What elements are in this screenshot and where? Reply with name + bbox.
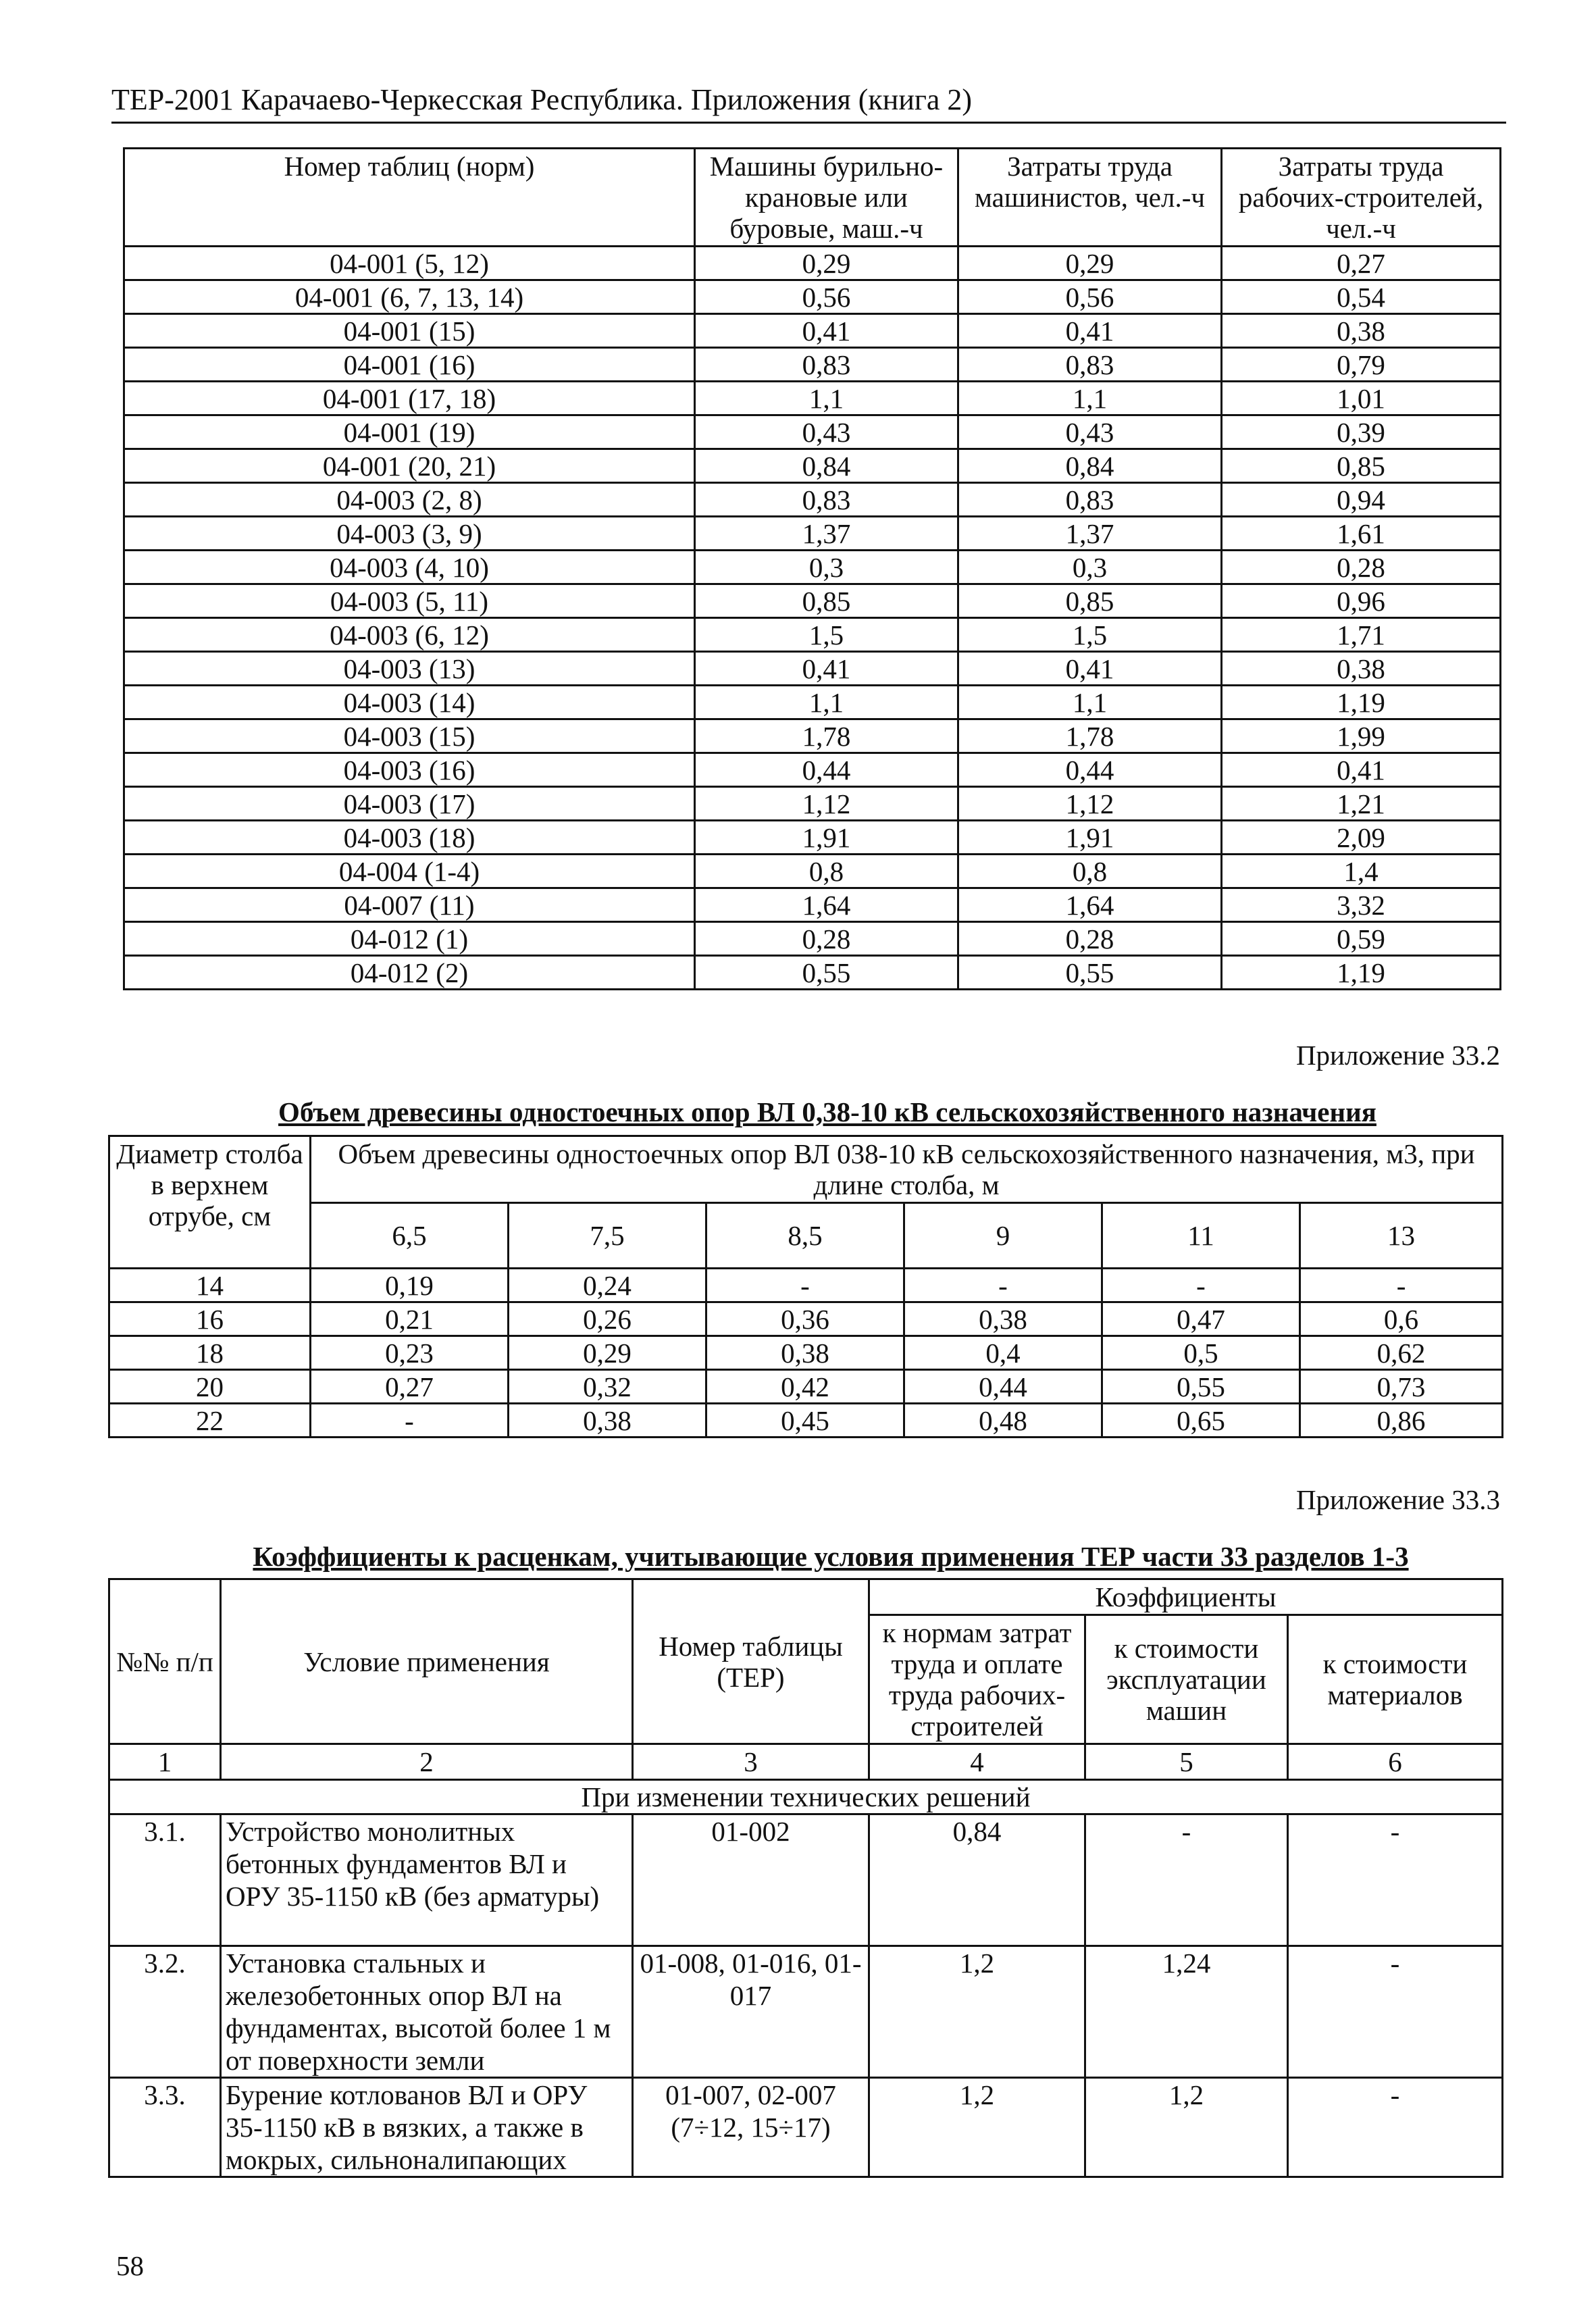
table3-header-labor: к нормам затрат труда и оплате труда рабочих-строителей (869, 1615, 1085, 1744)
table1-cell: 1,37 (958, 517, 1222, 551)
table1-cell: 04-001 (15) (124, 314, 695, 348)
machine-labor-table (123, 147, 1501, 990)
table1-cell: 0,83 (958, 348, 1222, 382)
table2-cell: 0,47 (1102, 1302, 1300, 1336)
table3-cell-num: 3.1. (109, 1814, 221, 1946)
table1-cell: 04-003 (16) (124, 753, 695, 787)
table2-cell: 0,38 (706, 1336, 904, 1370)
table3-cell-machines: 1,24 (1085, 1946, 1288, 2078)
table1-header-machines: Машины бурильно-крановые или буровые, маш.-ч (695, 149, 958, 247)
table3-cell-labor: 1,2 (869, 1946, 1085, 2078)
table3-cell-table: 01-007, 02-007 (7÷12, 15÷17) (633, 2078, 869, 2177)
table-row (109, 2078, 1503, 2177)
table1-cell: 1,99 (1222, 719, 1501, 753)
table1-cell: 04-003 (6, 12) (124, 618, 695, 652)
wood-volume-table (108, 1135, 1503, 1438)
table2-cell: 0,27 (311, 1370, 509, 1404)
table2-length: 8,5 (706, 1203, 904, 1269)
table1-cell: 1,1 (958, 382, 1222, 415)
table1-header-norm-number: Номер таблиц (норм) (124, 149, 695, 247)
table1-cell: 04-003 (13) (124, 652, 695, 686)
table1-cell: 0,84 (958, 449, 1222, 483)
appendix-33-3-caption: Коэффициенты к расценкам, учитывающие условия применения ТЕР части 33 разделов 1-3 (253, 1541, 1409, 1572)
table3-cell-machines: - (1085, 1814, 1288, 1946)
table-row (109, 1336, 1503, 1370)
table1-cell: 04-001 (6, 7, 13, 14) (124, 280, 695, 314)
table2-cell: 0,23 (311, 1336, 509, 1370)
table3-cell-labor: 1,2 (869, 2078, 1085, 2177)
table2-cell: 0,42 (706, 1370, 904, 1404)
table-row (124, 652, 1501, 686)
page-header-title: ТЕР-2001 Карачаево-Черкесская Республика. Приложения (книга 2) (111, 83, 973, 116)
table1-cell: 1,1 (958, 686, 1222, 719)
table-row (109, 1302, 1503, 1336)
table1-cell: 1,91 (958, 821, 1222, 855)
table2-cell: 22 (109, 1404, 311, 1438)
table2-cell: 0,6 (1300, 1302, 1503, 1336)
table2-cell: 0,5 (1102, 1336, 1300, 1370)
table2-cell: 0,21 (311, 1302, 509, 1336)
table-row (124, 382, 1501, 415)
table2-cell: 0,26 (509, 1302, 706, 1336)
table1-cell: 0,96 (1222, 584, 1501, 618)
table-row (124, 551, 1501, 584)
table3-cell-table: 01-002 (633, 1814, 869, 1946)
table-row (124, 618, 1501, 652)
table1-cell: 0,85 (958, 584, 1222, 618)
table2-length: 13 (1300, 1203, 1503, 1269)
table1-cell: 1,1 (695, 686, 958, 719)
table3-cell-materials: - (1288, 1814, 1503, 1946)
table1-cell: 1,4 (1222, 855, 1501, 888)
table1-cell: 0,83 (958, 483, 1222, 517)
table2-cell: 0,24 (509, 1269, 706, 1302)
table3-cell-condition: Устройство монолитных бетонных фундаментов ВЛ и ОРУ 35-1150 кВ (без арматуры) (221, 1814, 633, 1946)
table1-cell: 1,78 (695, 719, 958, 753)
table1-cell: 1,64 (958, 888, 1222, 922)
header-rule (111, 122, 1506, 124)
table1-cell: 0,56 (958, 280, 1222, 314)
table3-header-num: №№ п/п (109, 1579, 221, 1744)
table2-cell: 16 (109, 1302, 311, 1336)
table1-header-machinist-labor: Затраты труда машинистов, чел.-ч (958, 149, 1222, 247)
table1-cell: 1,19 (1222, 686, 1501, 719)
table3-col-number: 6 (1288, 1744, 1503, 1780)
table1-cell: 0,54 (1222, 280, 1501, 314)
table1-cell: 0,55 (695, 956, 958, 990)
table1-cell: 1,37 (695, 517, 958, 551)
table-row (109, 1269, 1503, 1302)
table1-cell: 1,61 (1222, 517, 1501, 551)
table-row (124, 247, 1501, 280)
table-row (109, 1946, 1503, 2078)
table1-cell: 0,29 (958, 247, 1222, 280)
appendix-33-2-caption: Объем древесины одностоечных опор ВЛ 0,38-10 кВ сельскохозяйственного назначения (278, 1096, 1376, 1127)
table1-body (124, 247, 1501, 990)
table2-cell: 0,29 (509, 1336, 706, 1370)
table1-cell: 0,8 (695, 855, 958, 888)
table1-cell: 0,39 (1222, 415, 1501, 449)
table1-cell: 04-001 (17, 18) (124, 382, 695, 415)
table3-cell-condition: Установка стальных и железобетонных опор ВЛ на фундаментах, высотой более 1 м от поверхности земли (221, 1946, 633, 2078)
table2-cell: 20 (109, 1370, 311, 1404)
table-row (124, 888, 1501, 922)
table2-cell: 0,38 (904, 1302, 1102, 1336)
table2-cell: 0,44 (904, 1370, 1102, 1404)
table2-cell: 0,55 (1102, 1370, 1300, 1404)
table1-cell: 0,83 (695, 348, 958, 382)
table1-cell: 0,41 (695, 314, 958, 348)
table-row (124, 855, 1501, 888)
table1-cell: 0,59 (1222, 922, 1501, 956)
table1-cell: 0,84 (695, 449, 958, 483)
table1-cell: 0,28 (958, 922, 1222, 956)
table2-cell: 0,45 (706, 1404, 904, 1438)
coefficients-table (108, 1578, 1503, 2178)
table-row (124, 348, 1501, 382)
table-row (124, 584, 1501, 618)
table2-cell: 0,38 (509, 1404, 706, 1438)
table3-col-number: 2 (221, 1744, 633, 1780)
table3-cell-materials: - (1288, 1946, 1503, 2078)
table2-cell: - (311, 1404, 509, 1438)
table1-cell: 04-001 (20, 21) (124, 449, 695, 483)
table2-header-volume: Объем древесины одностоечных опор ВЛ 038-10 кВ сельскохозяйственного назначения, м3, при длине столба, м (311, 1136, 1503, 1203)
table1-cell: 0,41 (958, 652, 1222, 686)
table-row (124, 787, 1501, 821)
table3-col-number: 4 (869, 1744, 1085, 1780)
table2-length: 9 (904, 1203, 1102, 1269)
table1-cell: 0,28 (695, 922, 958, 956)
table1-cell: 1,12 (958, 787, 1222, 821)
table1-cell: 04-003 (5, 11) (124, 584, 695, 618)
table1-cell: 0,41 (695, 652, 958, 686)
table1-cell: 0,43 (958, 415, 1222, 449)
table-row (109, 1404, 1503, 1438)
table3-section-title: При изменении технических решений (109, 1780, 1503, 1814)
table-row (124, 719, 1501, 753)
table3-col-number: 5 (1085, 1744, 1288, 1780)
table2-cell: - (1300, 1269, 1503, 1302)
table1-cell: 1,71 (1222, 618, 1501, 652)
table1-cell: 04-003 (18) (124, 821, 695, 855)
table1-cell: 04-007 (11) (124, 888, 695, 922)
table2-cell: 0,36 (706, 1302, 904, 1336)
table1-cell: 0,28 (1222, 551, 1501, 584)
table3-header-machines: к стоимости эксплуатации машин (1085, 1615, 1288, 1744)
table1-cell: 1,01 (1222, 382, 1501, 415)
table-row (109, 1814, 1503, 1946)
table1-cell: 04-004 (1-4) (124, 855, 695, 888)
table2-length: 7,5 (509, 1203, 706, 1269)
table3-col-number: 1 (109, 1744, 221, 1780)
table1-cell: 1,12 (695, 787, 958, 821)
table1-cell: 0,41 (958, 314, 1222, 348)
table1-cell: 0,38 (1222, 652, 1501, 686)
table3-cell-table: 01-008, 01-016, 01-017 (633, 1946, 869, 2078)
table-row (124, 956, 1501, 990)
table2-cell: 0,86 (1300, 1404, 1503, 1438)
table1-cell: 04-001 (16) (124, 348, 695, 382)
table1-cell: 0,83 (695, 483, 958, 517)
table1-cell: 0,44 (695, 753, 958, 787)
table1-cell: 1,1 (695, 382, 958, 415)
table-row (124, 922, 1501, 956)
table1-cell: 1,5 (958, 618, 1222, 652)
table1-cell: 1,91 (695, 821, 958, 855)
table1-cell: 04-003 (14) (124, 686, 695, 719)
table1-cell: 1,19 (1222, 956, 1501, 990)
table3-cell-materials: - (1288, 2078, 1503, 2177)
table1-cell: 0,27 (1222, 247, 1501, 280)
table-row (124, 314, 1501, 348)
table1-cell: 3,32 (1222, 888, 1501, 922)
table1-cell: 1,5 (695, 618, 958, 652)
table3-cell-num: 3.3. (109, 2078, 221, 2177)
table-row (124, 753, 1501, 787)
table1-cell: 04-001 (5, 12) (124, 247, 695, 280)
table1-cell: 0,8 (958, 855, 1222, 888)
table3-body (109, 1780, 1503, 2177)
table2-cell: 0,4 (904, 1336, 1102, 1370)
table1-cell: 0,38 (1222, 314, 1501, 348)
table1-cell: 04-012 (1) (124, 922, 695, 956)
table2-cell: - (706, 1269, 904, 1302)
table-row (124, 449, 1501, 483)
table-row (124, 821, 1501, 855)
table3-header-coefficients: Коэффициенты (869, 1579, 1503, 1615)
table2-cell: 0,62 (1300, 1336, 1503, 1370)
table1-cell: 04-012 (2) (124, 956, 695, 990)
table1-cell: 0,56 (695, 280, 958, 314)
table3-cell-machines: 1,2 (1085, 2078, 1288, 2177)
table1-cell: 04-003 (17) (124, 787, 695, 821)
table-row (124, 415, 1501, 449)
table-row (124, 280, 1501, 314)
page-number: 58 (116, 2250, 144, 2281)
table3-cell-labor: 0,84 (869, 1814, 1085, 1946)
table1-cell: 0,29 (695, 247, 958, 280)
table-row (124, 483, 1501, 517)
table2-header-diameter: Диаметр столба в верхнем отрубе, см (109, 1136, 311, 1269)
table2-body (109, 1269, 1503, 1438)
table2-cell: 18 (109, 1336, 311, 1370)
table3-cell-num: 3.2. (109, 1946, 221, 2078)
table1-cell: 04-003 (4, 10) (124, 551, 695, 584)
table1-cell: 04-003 (3, 9) (124, 517, 695, 551)
appendix-33-3-label: Приложение 33.3 (1295, 1484, 1500, 1515)
table2-cell: 0,32 (509, 1370, 706, 1404)
table3-col-number: 3 (633, 1744, 869, 1780)
table1-cell: 04-003 (15) (124, 719, 695, 753)
table1-cell: 0,94 (1222, 483, 1501, 517)
table1-cell: 1,78 (958, 719, 1222, 753)
table3-cell-condition: Бурение котлованов ВЛ и ОРУ 35-1150 кВ в вязких, а также в мокрых, сильноналипающих (221, 2078, 633, 2177)
table1-cell: 0,3 (695, 551, 958, 584)
table1-cell: 0,41 (1222, 753, 1501, 787)
table3-header-condition: Условие применения (221, 1579, 633, 1744)
table3-header-table-number: Номер таблицы (ТЕР) (633, 1579, 869, 1744)
table1-cell: 0,43 (695, 415, 958, 449)
table1-cell: 0,79 (1222, 348, 1501, 382)
table1-cell: 0,44 (958, 753, 1222, 787)
table2-cell: 14 (109, 1269, 311, 1302)
table1-cell: 0,3 (958, 551, 1222, 584)
table1-header-worker-labor: Затраты труда рабочих-строителей, чел.-ч (1222, 149, 1501, 247)
table1-cell: 04-003 (2, 8) (124, 483, 695, 517)
table3-header-materials: к стоимости материалов (1288, 1615, 1503, 1744)
table1-cell: 2,09 (1222, 821, 1501, 855)
table1-cell: 04-001 (19) (124, 415, 695, 449)
table1-cell: 1,64 (695, 888, 958, 922)
table2-cell: - (1102, 1269, 1300, 1302)
table2-cell: 0,19 (311, 1269, 509, 1302)
table2-cell: 0,48 (904, 1404, 1102, 1438)
table2-cell: - (904, 1269, 1102, 1302)
table2-length: 6,5 (311, 1203, 509, 1269)
table2-cell: 0,65 (1102, 1404, 1300, 1438)
table-row (124, 686, 1501, 719)
appendix-33-2-label: Приложение 33.2 (1295, 1040, 1500, 1071)
table-row (124, 517, 1501, 551)
table2-length: 11 (1102, 1203, 1300, 1269)
table2-cell: 0,73 (1300, 1370, 1503, 1404)
table-row (109, 1370, 1503, 1404)
table1-cell: 1,21 (1222, 787, 1501, 821)
table1-cell: 0,85 (1222, 449, 1501, 483)
table1-cell: 0,85 (695, 584, 958, 618)
table1-cell: 0,55 (958, 956, 1222, 990)
